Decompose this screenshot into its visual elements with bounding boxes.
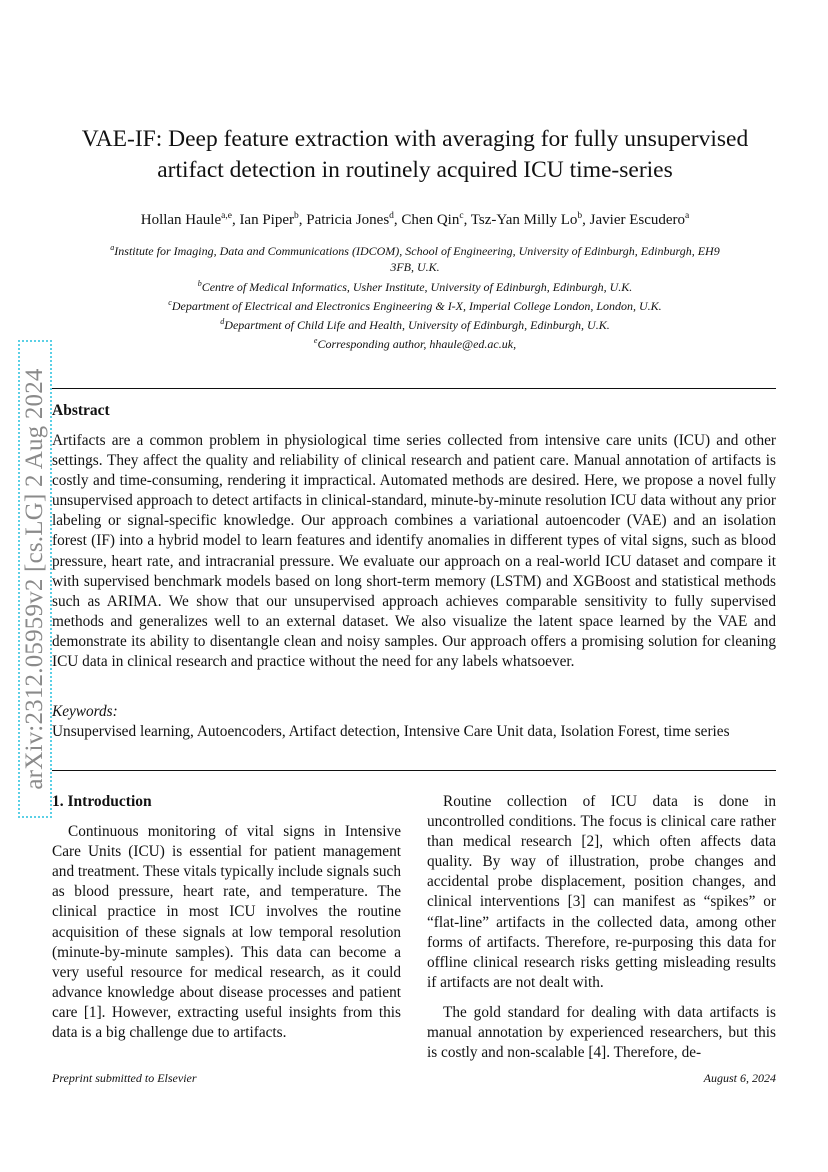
author-separator: , xyxy=(463,212,471,228)
title-line-1: VAE-IF: Deep feature extraction with averaging for fully unsupervised xyxy=(81,126,749,152)
body-paragraph: Continuous monitoring of vital signs in Intensive Care Units (ICU) is essential for patient management and treatment. These vitals typically include signals such as blood pressure, heart rate, and temperature. The clinical practice in most ICU involves the routine acquisition of these signals at low temporal resolution (minute-by-minute samples). This data can become a very useful resource for medical research, as it could advance knowledge about disease processes and patient care [1]. However, extracting useful insights from this data is a big challenge due to artifacts. xyxy=(52,823,401,1042)
affiliation-mark: e xyxy=(313,336,318,346)
affiliation-list xyxy=(100,240,730,353)
keywords-text: Unsupervised learning, Autoencoders, Artifact detection, Intensive Care Unit data, Isolation Forest, time series xyxy=(52,723,730,740)
author-name: Patricia Jones xyxy=(306,212,390,228)
author-affiliation-mark: c xyxy=(459,211,464,221)
affiliation-line xyxy=(100,276,730,295)
affiliation-mark: c xyxy=(168,297,172,307)
column-left xyxy=(52,792,401,1053)
paper-title xyxy=(60,124,770,186)
author-affiliation-mark: b xyxy=(294,211,299,221)
affiliation-text: Corresponding author, hhaule@ed.ac.uk, xyxy=(317,337,517,352)
author-affiliation-mark: d xyxy=(389,211,394,221)
author-affiliation-mark: a xyxy=(685,211,690,221)
author-name: Hollan Haule xyxy=(140,212,222,228)
affiliation-mark: b xyxy=(197,278,202,288)
affiliation-text: Department of Electrical and Electronics Engineering & I-X, Imperial College London, London, U.K. xyxy=(171,298,662,313)
rule-top xyxy=(52,388,776,389)
keywords-heading: Keywords: xyxy=(52,703,118,720)
affiliation-line xyxy=(100,333,730,352)
author-affiliation-mark: a,e xyxy=(221,211,232,221)
abstract-text: Artifacts are a common problem in physiological time series collected from intensive care units (ICU) and other settings. They affect the quality and reliability of clinical research and patient care. Manual annotation of artifacts is costly and time-consuming, rendering it impractical. Automated methods are desired. Here, we propose a novel fully unsupervised approach to detect artifacts in clinical-standard, minute-by-minute resolution ICU data without any prior labeling or signal-specific knowledge. Our approach combines a variational autoencoder (VAE) and an isolation forest (IF) into a hybrid model to learn features and identify anomalies in different types of vital signs, such as blood pressure, heart rate, and intracranial pressure. We evaluate our approach on a real-world ICU dataset and compare it with supervised benchmark models based on long short-term memory (LSTM) and XGBoost and statistical methods such as ARIMA. We show that our unsupervised approach achieves comparable sensitivity to fully supervised methods and generalizes well to an external dataset. We also visualize the latent space learned by the VAE and demonstrate its ability to disentangle clean and noisy samples. Our approach offers a promising solution for cleaning ICU data in clinical research and practice without the need for any labels whatsoever. xyxy=(52,432,776,671)
title-line-2: artifact detection in routinely acquired ICU time-series xyxy=(157,157,673,183)
section-heading-introduction: 1. Introduction xyxy=(52,793,152,810)
body-paragraph: The gold standard for dealing with data artifacts is manual annotation by experienced researchers, but this is costly and non-scalable [4]. Therefore, de- xyxy=(427,1003,776,1062)
affiliation-text: Centre of Medical Informatics, Usher Institute, University of Edinburgh, Edinburgh, U.K. xyxy=(201,279,633,294)
footer-preprint-note: Preprint submitted to Elsevier xyxy=(52,1071,197,1085)
affiliation-line xyxy=(100,240,730,276)
affiliation-line xyxy=(100,314,730,333)
body-paragraph: Routine collection of ICU data is done in uncontrolled conditions. The focus is clinical care rather than medical research [2], which often affects data quality. By way of illustration, probe changes and accidental probe displacement, position changes, and clinical interventions [3] can manifest as “spikes” or “flat-line” artifacts in the collected data, among other forms of artifacts. Therefore, re-purposing this data for offline clinical research risks getting misleading results if artifacts are not dealt with. xyxy=(427,793,776,991)
affiliation-text: Department of Child Life and Health, University of Edinburgh, Edinburgh, U.K. xyxy=(224,318,610,333)
author-separator: , xyxy=(298,212,307,228)
author-name: Javier Escudero xyxy=(589,212,686,228)
author-affiliation-mark: b xyxy=(577,211,583,221)
arxiv-stamp-text: arXiv:2312.05959v2 [cs.LG] 2 Aug 2024 xyxy=(21,368,48,790)
author-name: Tsz-Yan Milly Lo xyxy=(470,212,578,228)
author-list xyxy=(60,206,770,230)
affiliation-line xyxy=(100,295,730,314)
footer-date: August 6, 2024 xyxy=(703,1071,776,1085)
arxiv-stamp xyxy=(18,340,52,818)
column-right xyxy=(427,792,776,1073)
affiliation-mark: d xyxy=(220,317,225,327)
rule-bottom xyxy=(52,770,776,771)
affiliation-mark: a xyxy=(110,243,115,252)
abstract-heading: Abstract xyxy=(52,402,110,419)
author-separator: , xyxy=(582,212,590,228)
author-name: Chen Qin xyxy=(401,212,460,228)
author-separator: , xyxy=(231,212,240,228)
affiliation-text: Institute for Imaging, Data and Communications (IDCOM), School of Engineering, University of Edinburgh, Edinburgh, EH9 3FB, U.K. xyxy=(114,244,720,275)
author-separator: , xyxy=(393,212,402,228)
author-name: Ian Piper xyxy=(239,212,295,228)
